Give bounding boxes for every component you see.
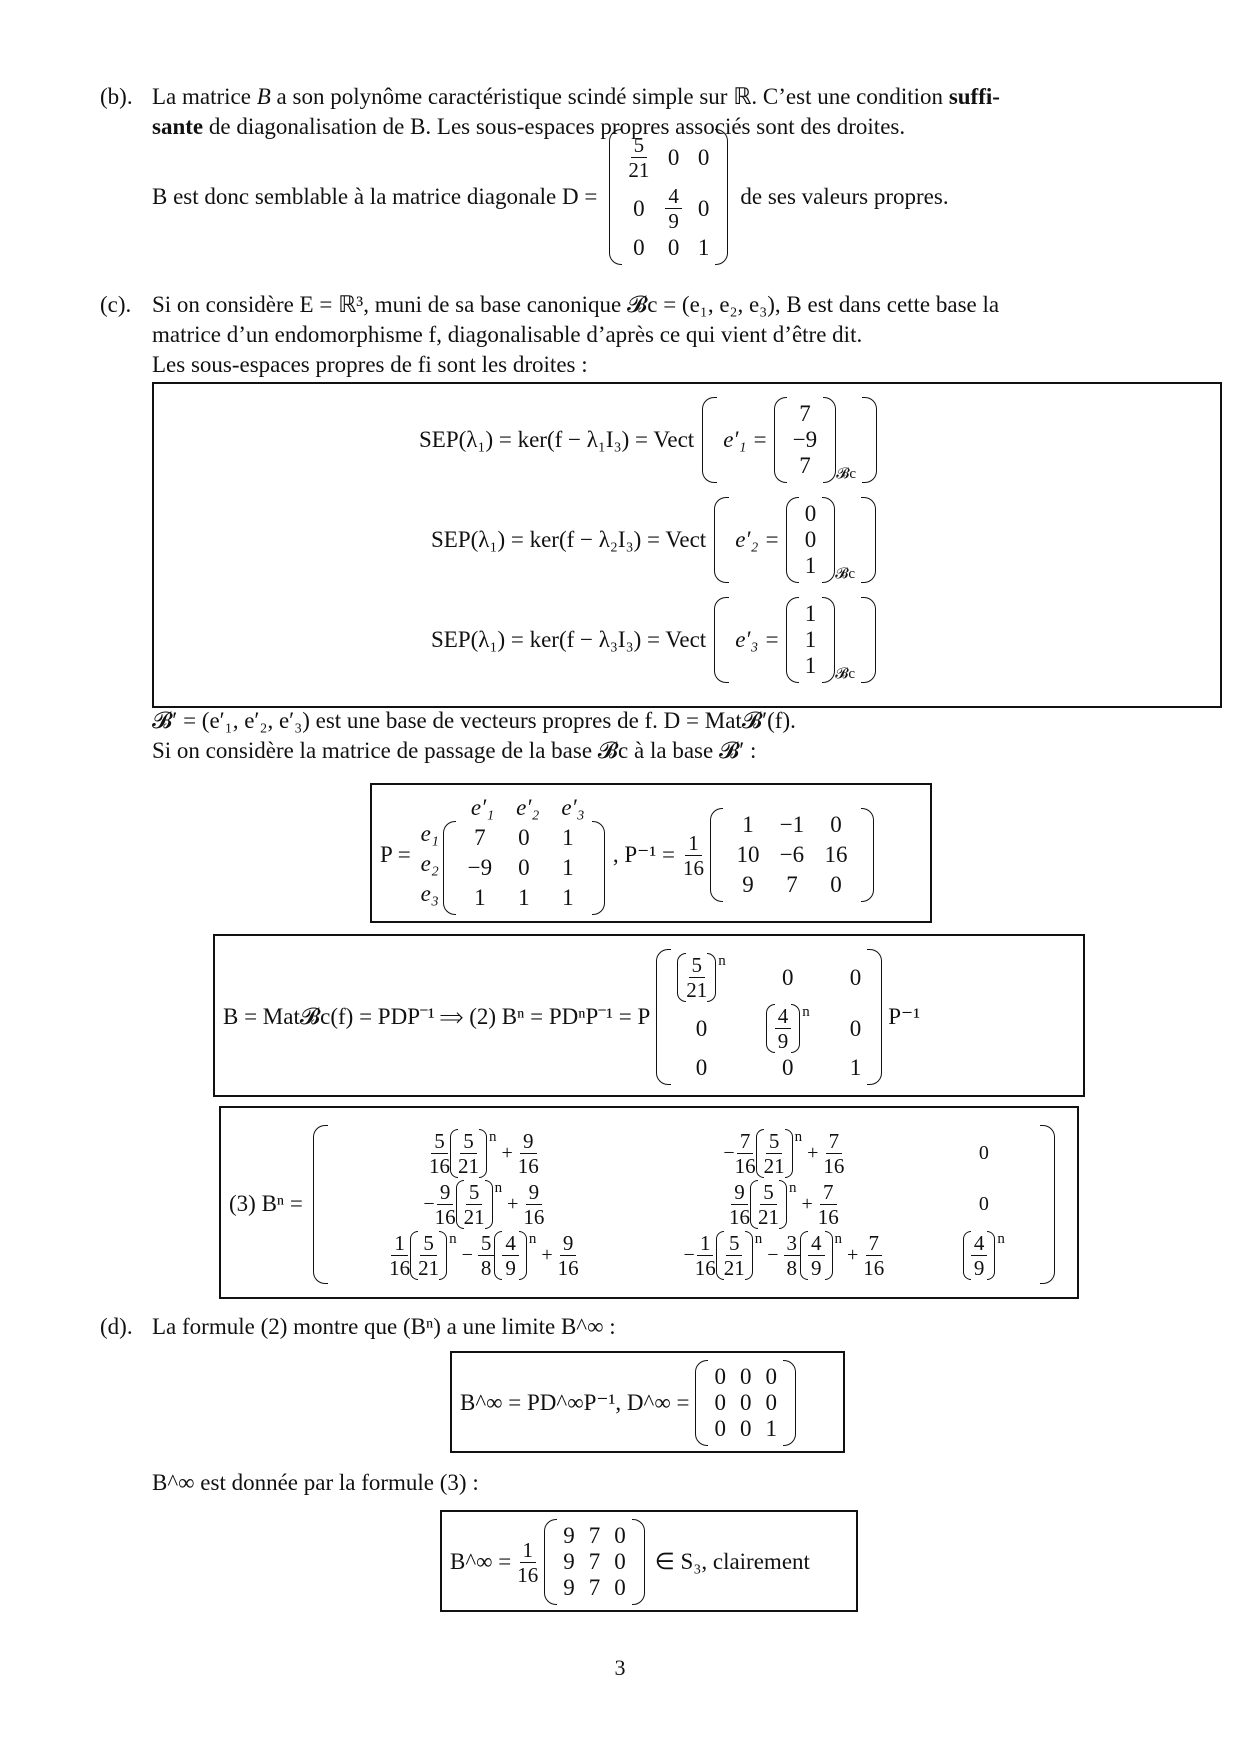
part-c-line2: matrice d’un endomorphisme f, diagonalisable d’après ce qui vient d’être dit. <box>152 322 863 347</box>
eigenspaces-box <box>152 382 1222 708</box>
sep-row-1: SEP(λ₁) = ker(f − λ₁I₃) = Vect e′₁ = 7 −9 7 𝓑c <box>419 394 877 486</box>
part-b-line1: La matrice B a son polynôme caractéristique scindé simple sur ℝ. C’est une condition suffi- <box>152 84 1000 109</box>
matrix-D: $\frac{5}{21}$ 0 0 0 $\frac{4}{9}$ 0 0 0 1 <box>609 129 728 265</box>
part-d-label: (d). <box>100 1314 133 1339</box>
power-formula-box: B = Mat𝓑c(f) = PDP⁻¹ ⟹ (2) Bⁿ = PDⁿP⁻¹ = P $\frac{5}{21}$ n 0 0 0 $\frac{4}{9}$ n 0 0 0 1 P⁻¹ <box>213 934 1085 1097</box>
diag-matrix-line <box>152 133 949 260</box>
explicit-power-box: (3) Bⁿ = $\frac{5}{16}$ $\frac{5}{21}$ n + $\frac{9}{16}$ − $\frac{7}{16}$ $\frac{5}{21}$ n + $\frac{7}{16}$ 0 − $\frac{9}{16}$ $\frac{5}{21}$ n + $\frac{9}{16}$ $\frac{9}{16}$ $\frac{5}{21}$ n + $\frac{7}{16}$ 0 $\frac{1}{16}$ $\frac{5}{21}$ n − $\frac{5}{8}$ $\frac{4}{9}$ n + $\frac{9}{16}$ − $\frac{1}{16}$ $\frac{5}{21}$ n − $\frac{3}{8}$ $\frac{4}{9}$ n + $\frac{7}{16}$ $\frac{4}{9}$ n <box>219 1106 1079 1299</box>
limit-box: B^∞ = PD^∞P⁻¹, D^∞ = 0 0 0 0 0 0 0 0 1 <box>450 1351 845 1453</box>
sep-row-3: SEP(λ₁) = ker(f − λ₃I₃) = Vect e′₃ = 1 1 1 𝓑c <box>431 594 876 686</box>
sep-row-2: SEP(λ₁) = ker(f − λ₂I₃) = Vect e′₂ = 0 0 1 𝓑c <box>431 494 876 586</box>
part-d-line2: B^∞ est donnée par la formule (3) : <box>152 1470 479 1495</box>
matrix-B-power: $\frac{5}{16}$ $\frac{5}{21}$ n + $\frac{9}{16}$ − $\frac{7}{16}$ $\frac{5}{21}$ n + $\frac{7}{16}$ 0 − $\frac{9}{16}$ $\frac{5}{21}$ n + $\frac{9}{16}$ $\frac{9}{16}$ $\frac{5}{21}$ n + $\frac{7}{16}$ 0 $\frac{1}{16}$ $\frac{5}{21}$ n − $\frac{5}{8}$ $\frac{4}{9}$ n + $\frac{9}{16}$ − $\frac{1}{16}$ $\frac{5}{21}$ n − $\frac{3}{8}$ $\frac{4}{9}$ n + $\frac{7}{16}$ $\frac{4}{9}$ n <box>313 1125 1055 1284</box>
part-b-line2: sante de diagonalisation de B. Les sous-espaces propres associés sont des droites. <box>152 114 906 139</box>
part-b-label: (b). <box>100 84 133 109</box>
passage-line: Si on considère la matrice de passage de la base 𝓑c à la base 𝓑′ : <box>152 738 757 763</box>
matrix-P-inverse: 1 −1 0 10 −6 16 9 7 0 <box>710 808 874 902</box>
binf-box: B^∞ = $\frac{1}{16}$ 9 7 0 9 7 0 9 7 0 ∈ S₃, clairement <box>440 1510 858 1612</box>
part-c-line3: Les sous-espaces propres de fi sont les droites : <box>152 352 588 377</box>
basis-line: 𝓑′ = (e′₁, e′₂, e′₃) est une base de vecteurs propres de f. D = Mat𝓑′(f). <box>152 708 796 733</box>
passage-matrix-box: P = e₁ e₂ e₃ e′₁ e′₂ e′₃ 7 0 1 −9 0 1 1 1 1 , P⁻¹ = $\frac{1}{16}$ 1 −1 0 10 −6 16 9 7 0 <box>370 783 932 923</box>
matrix-P: 7 0 1 −9 0 1 1 1 1 <box>443 821 605 915</box>
diag-outro: de ses valeurs propres. <box>740 184 949 209</box>
part-c <box>100 290 1150 380</box>
page-number: 3 <box>614 1655 626 1680</box>
matrix-B-inf: 9 7 0 9 7 0 9 7 0 <box>544 1519 645 1605</box>
part-c-label: (c). <box>100 292 132 317</box>
matrix-D-inf: 0 0 0 0 0 0 0 0 1 <box>695 1360 796 1446</box>
part-c-after <box>100 706 1150 766</box>
part-d <box>100 1312 1150 1342</box>
part-d-line1: La formule (2) montre que (Bⁿ) a une limite B^∞ : <box>152 1314 616 1339</box>
part-c-line1: Si on considère E = ℝ³, muni de sa base canonique 𝓑c = (e₁, e₂, e₃), B est dans cette base la <box>152 292 1000 317</box>
matrix-D-power: $\frac{5}{21}$ n 0 0 0 $\frac{4}{9}$ n 0 0 0 1 <box>656 949 882 1085</box>
diag-intro: B est donc semblable à la matrice diagonale D = <box>152 184 598 209</box>
